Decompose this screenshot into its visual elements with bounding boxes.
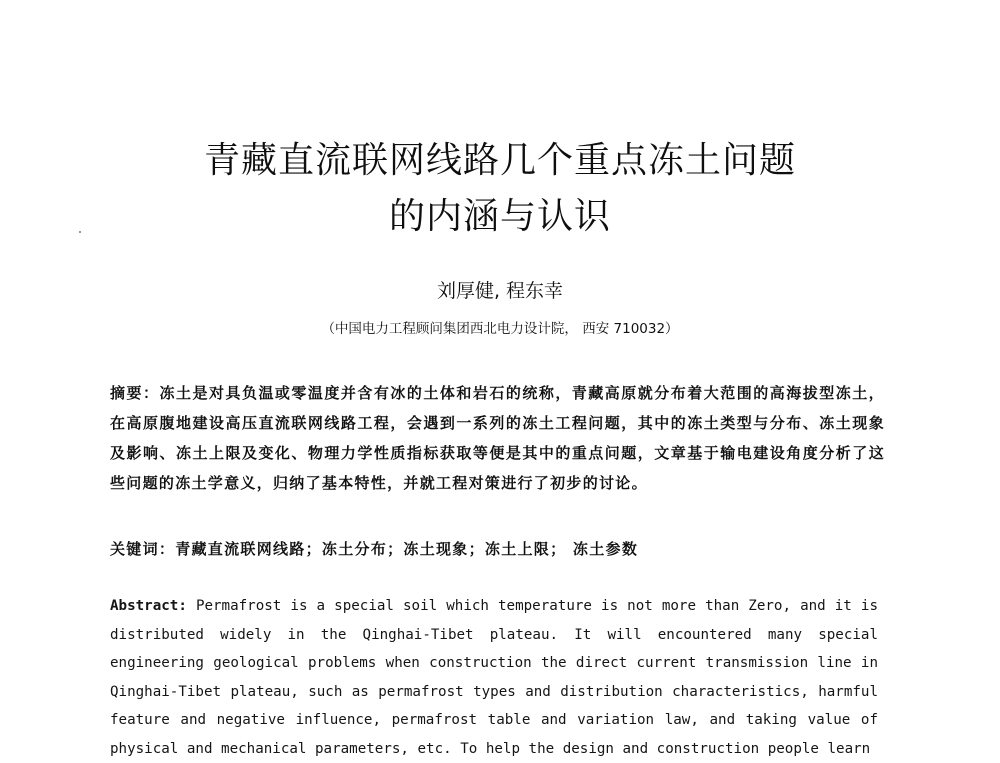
keywords-chinese	[110, 534, 885, 564]
abstract-chinese	[110, 378, 885, 498]
author-list: 刘厚健, 程东幸	[436, 280, 564, 302]
abstract-english-label: Abstract:	[110, 598, 187, 614]
paper-title-line-1: 青藏直流联网线路几个重点冻土问题	[203, 140, 796, 181]
paper-title-line-2: 的内涵与认识	[388, 196, 611, 237]
keywords-chinese-text: 青藏直流联网线路；冻土分布；冻土现象；冻土上限； 冻土参数	[175, 540, 639, 558]
abstract-english-text: Permafrost is a special soil which temperature is not more than Zero, and it is distributed widely in the Qinghai-Tibet plateau. It will encountered many special engineering geological problems when construction the direct current transmission line in Qinghai-Tibet plateau, such as permafrost types and distribution characteristics, harmful feature and negative influence, permafrost table and variation law, and taking value of physical and mechanical parameters, etc. To help the design and construction people learn	[110, 598, 878, 757]
keywords-chinese-label: 关键词：	[110, 540, 176, 558]
abstract-chinese-text: 冻土是对具负温或零温度并含有冰的土体和岩石的统称，青藏高原就分布着大范围的高海拔型冻土，在高原腹地建设高压直流联网线路工程，会遇到一系列的冻土工程问题，其中的冻土类型与分布、冻土现象及影响、冻土上限及变化、物理力学性质指标获取等便是其中的重点问题，文章基于输电建设角度分析了这些问题的冻土学意义，归纳了基本特性，并就工程对策进行了初步的讨论。	[110, 384, 885, 492]
affiliation: （中国电力工程顾问集团西北电力设计院， 西安 710032）	[321, 321, 679, 337]
abstract-chinese-label: 摘要：	[110, 384, 160, 402]
abstract-english	[110, 592, 878, 763]
